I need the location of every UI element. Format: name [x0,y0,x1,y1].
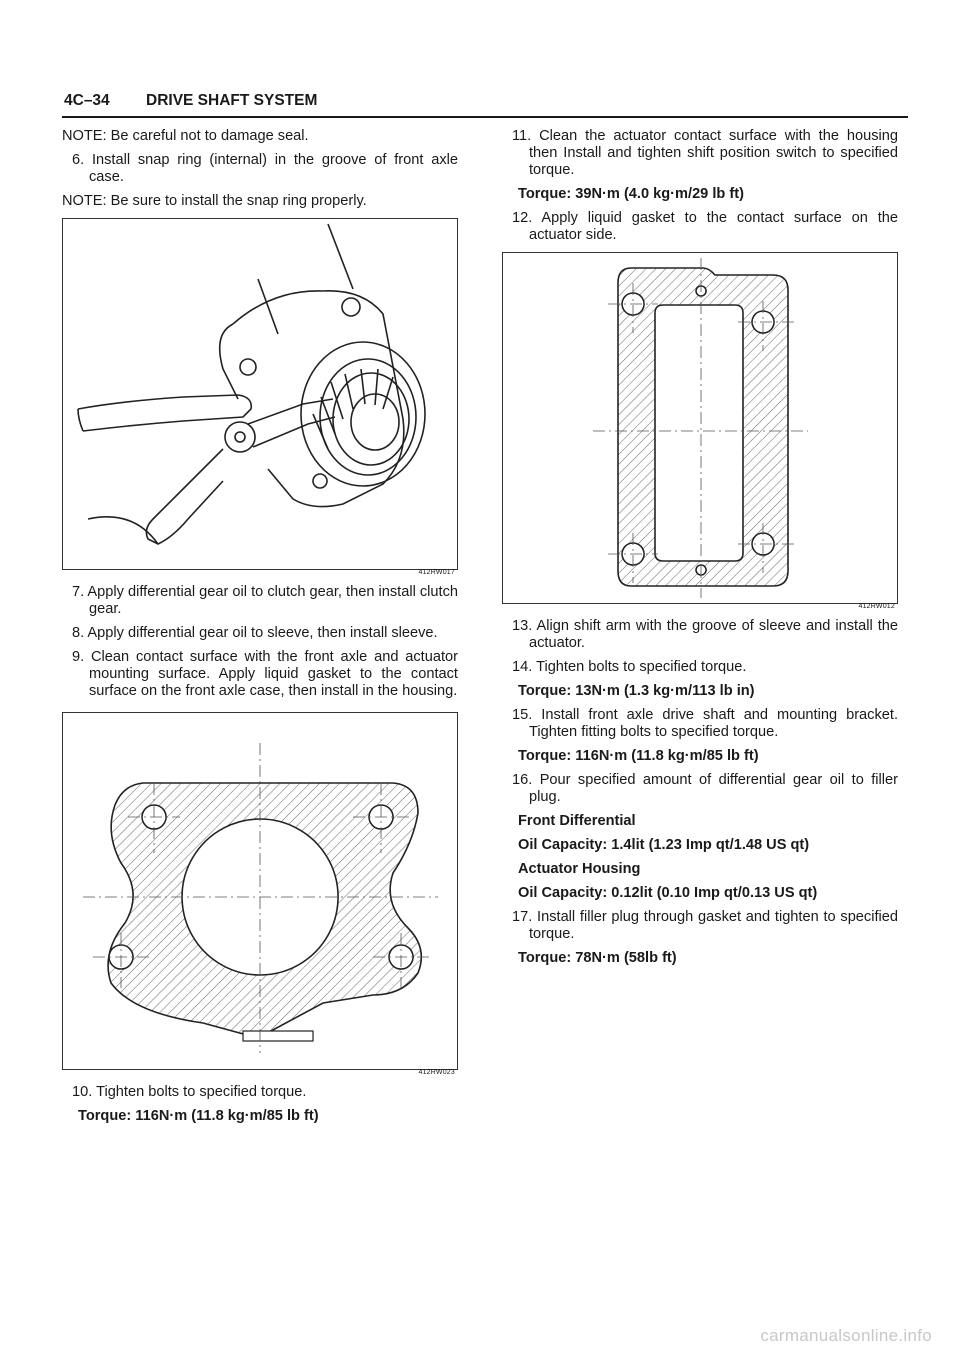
step-9: 9. Clean contact surface with the front axle and actuator mounting surface. Apply liquid gasket to the contact surface on the front axle case, then install in the housing. [72,649,458,699]
step-11: 11. Clean the actuator contact surface with the housing then Install and tighten shift position switch to specified torque. [512,128,898,178]
figure-case-gasket [62,712,458,1076]
step-10: 10. Tighten bolts to specified torque. [72,1084,307,1100]
right-column [502,128,898,974]
figure-id: 412RW023 [418,1069,455,1076]
torque-step-10: Torque: 116N·m (11.8 kg·m/85 lb ft) [78,1108,319,1124]
note-snap-ring: NOTE: Be sure to install the snap ring properly. [62,193,367,209]
figure-actuator-gasket [502,252,898,610]
step-17: 17. Install filler plug through gasket and tighten to specified torque. [512,909,898,942]
step-6: 6. Install snap ring (internal) in the groove of front axle case. [72,152,458,185]
torque-step-14: Torque: 13N·m (1.3 kg·m/113 lb in) [518,683,755,699]
case-gasket-drawing [63,713,457,1069]
actuator-housing-capacity: Oil Capacity: 0.12lit (0.10 Imp qt/0.13 US qt) [518,885,818,901]
step-14: 14. Tighten bolts to specified torque. [512,659,747,675]
figure-id: 412RW017 [418,569,455,576]
figure-snap-ring-install [62,218,458,576]
section-code: 4C–34 [64,92,110,109]
front-differential-label: Front Differential [518,813,636,829]
step-12: 12. Apply liquid gasket to the contact surface on the actuator side. [512,210,898,243]
step-16: 16. Pour specified amount of differential gear oil to filler plug. [512,772,898,805]
front-differential-capacity: Oil Capacity: 1.4lit (1.23 Imp qt/1.48 US qt) [518,837,810,853]
torque-step-15: Torque: 116N·m (11.8 kg·m/85 lb ft) [518,748,759,764]
snap-ring-illustration [63,219,457,569]
step-7: 7. Apply differential gear oil to clutch gear, then install clutch gear. [72,584,458,617]
torque-step-17: Torque: 78N·m (58lb ft) [518,950,677,966]
actuator-housing-label: Actuator Housing [518,861,641,877]
left-column [62,128,458,1132]
note-seal: NOTE: Be careful not to damage seal. [62,128,309,144]
step-15: 15. Install front axle drive shaft and mounting bracket. Tighten fitting bolts to specified torque. [512,707,898,740]
actuator-gasket-drawing [503,253,897,603]
section-title: DRIVE SHAFT SYSTEM [146,92,318,109]
page-header [62,90,908,118]
watermark: carmanualsonline.info [760,1326,932,1345]
step-13: 13. Align shift arm with the groove of sleeve and install the actuator. [512,618,898,651]
torque-step-11: Torque: 39N·m (4.0 kg·m/29 lb ft) [518,186,744,202]
step-8: 8. Apply differential gear oil to sleeve, then install sleeve. [72,625,438,641]
figure-id: 412RW012 [858,603,895,610]
